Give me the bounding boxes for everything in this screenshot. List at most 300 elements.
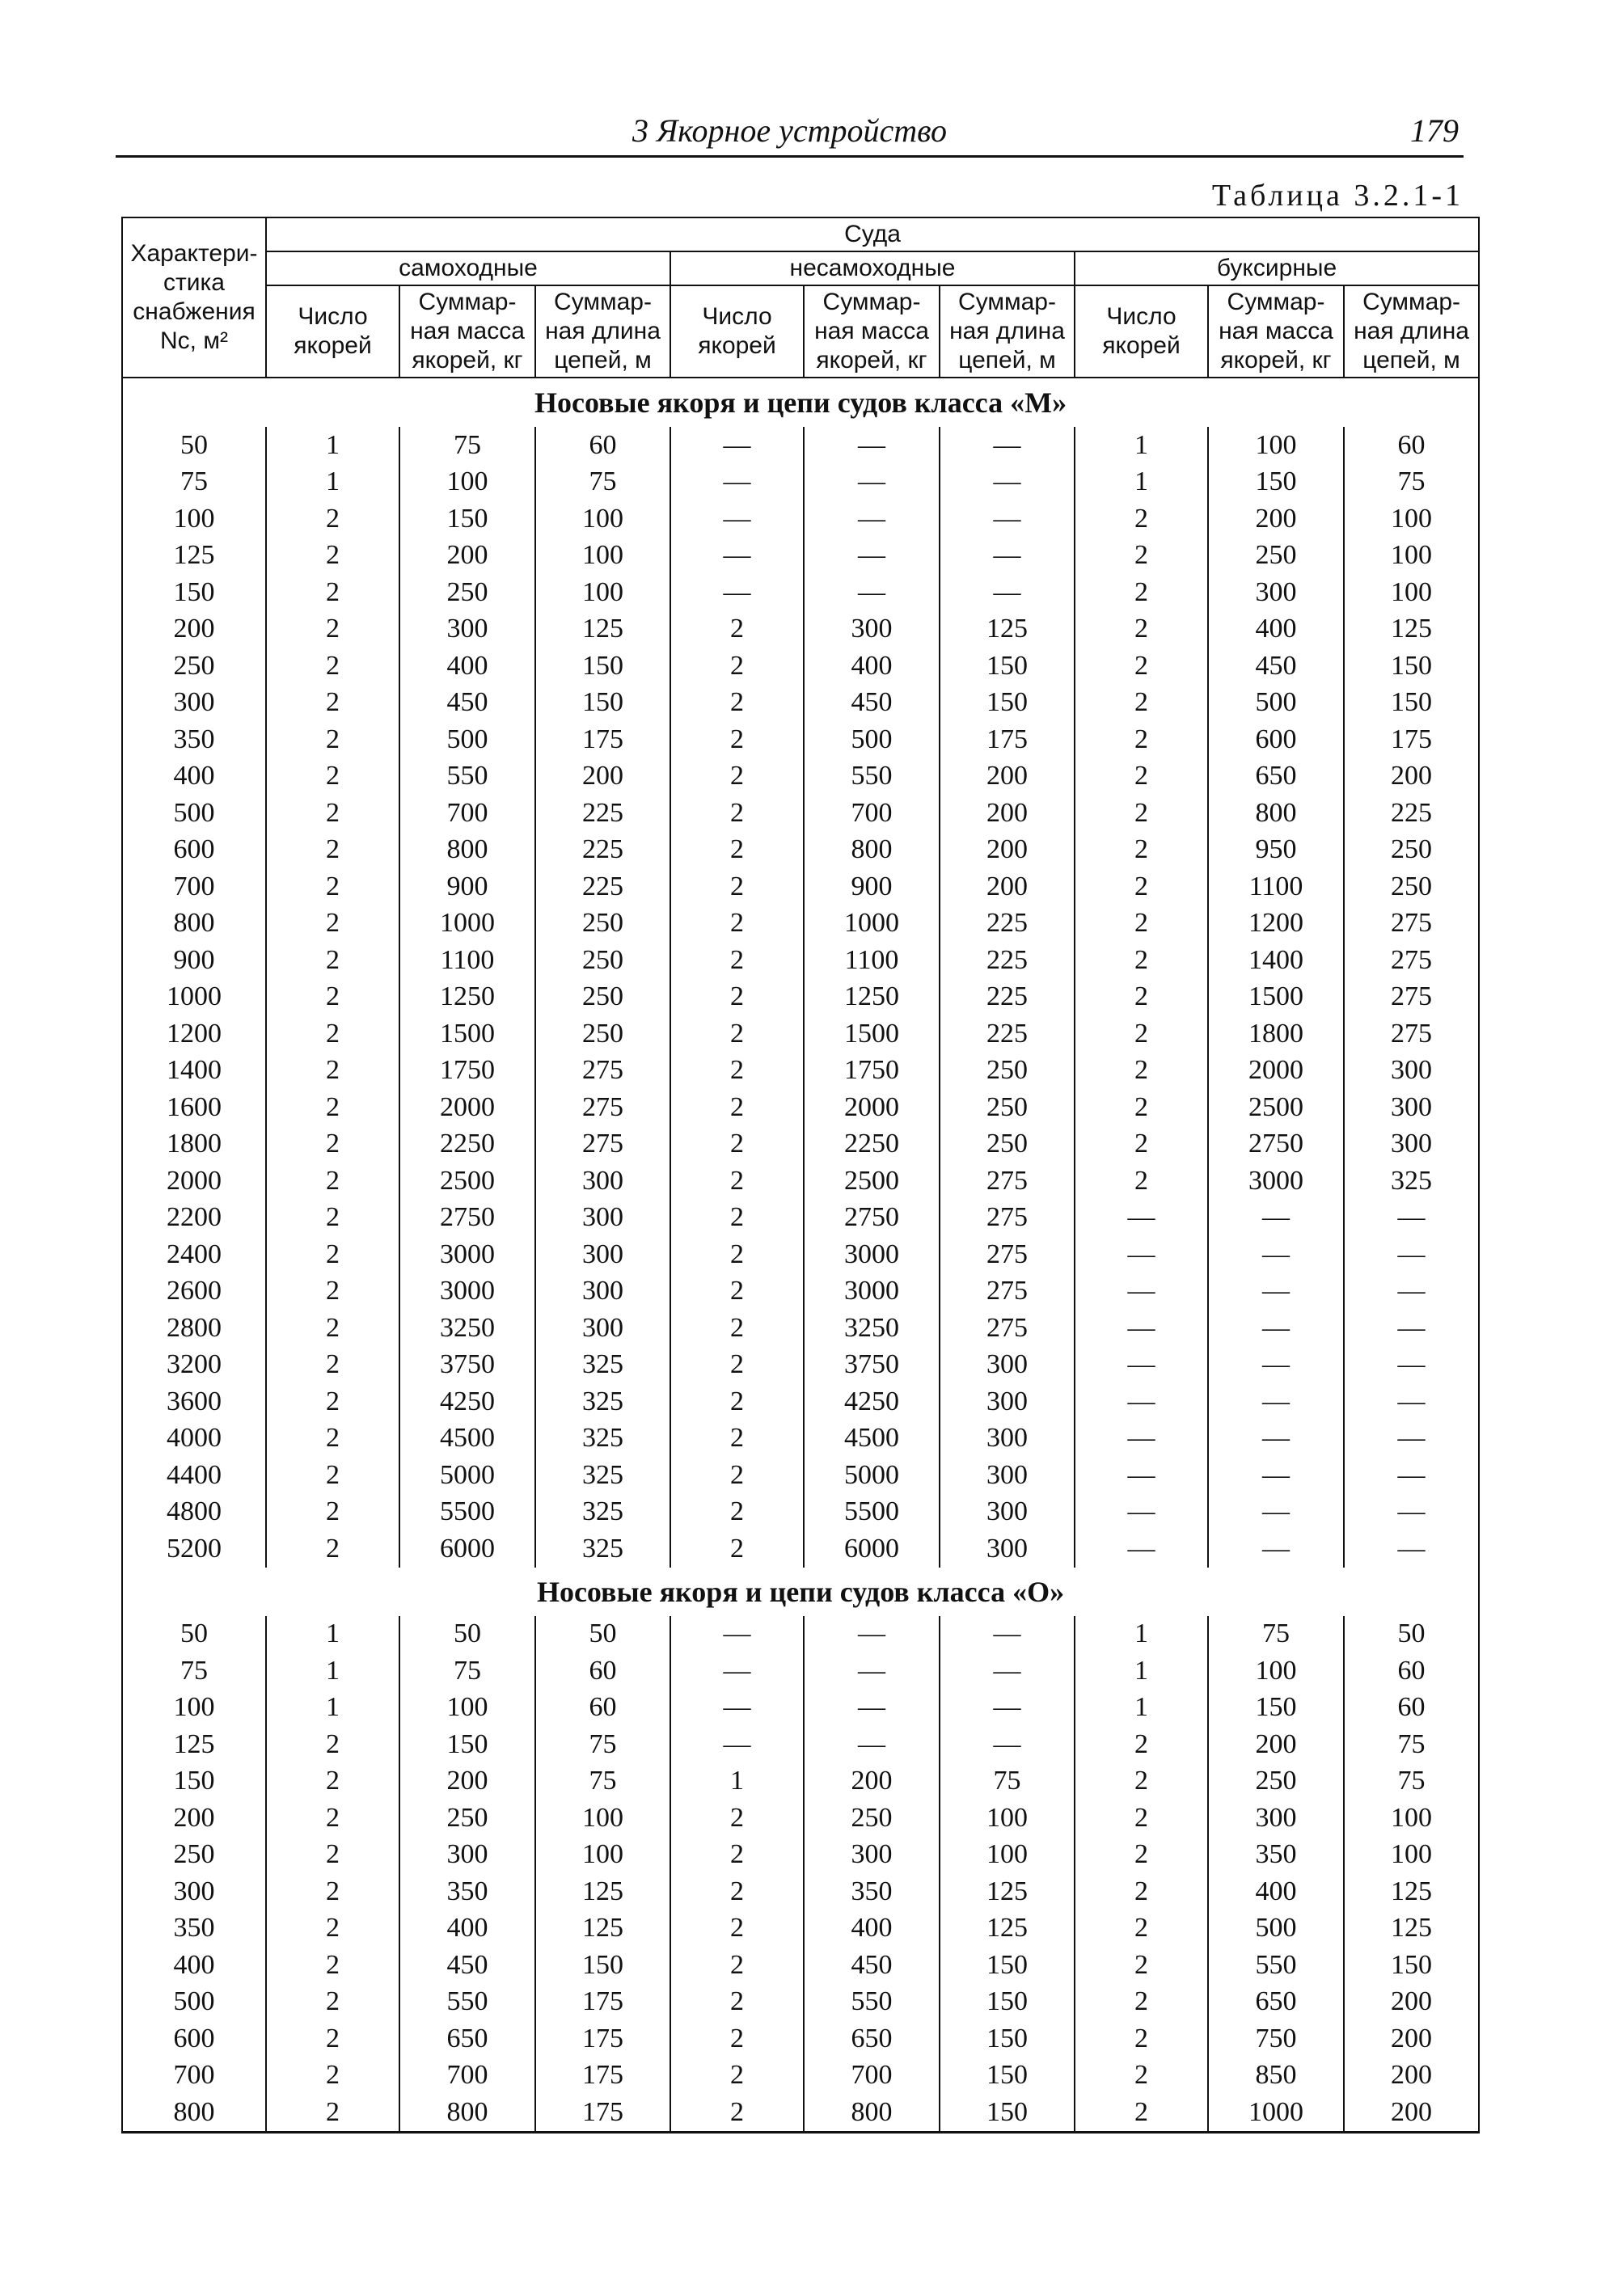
table-cell: 1750 <box>804 1053 940 1090</box>
table-cell: 275 <box>940 1273 1075 1310</box>
table-cell: 450 <box>804 685 940 722</box>
table-cell: 2 <box>670 758 804 796</box>
table-cell: 3250 <box>804 1310 940 1347</box>
table-cell: — <box>1075 1457 1208 1494</box>
table-cell: — <box>940 1652 1075 1690</box>
table-cell: — <box>1208 1383 1344 1420</box>
table-cell: 500 <box>1208 685 1344 722</box>
table-cell: 250 <box>940 1089 1075 1126</box>
table-cell: 275 <box>940 1236 1075 1273</box>
table-cell: 1800 <box>1208 1015 1344 1053</box>
table-body <box>122 378 1479 2132</box>
anchor-count-header <box>670 285 804 378</box>
table-cell: 1 <box>1075 464 1208 501</box>
table-row <box>122 1690 1479 1727</box>
table-cell: 600 <box>1208 721 1344 758</box>
table-row <box>122 1726 1479 1763</box>
table-cell: 2750 <box>804 1200 940 1237</box>
table-cell: 100 <box>535 574 670 611</box>
table-cell: 2 <box>1075 1873 1208 1910</box>
table-row <box>122 1273 1479 1310</box>
table-cell: 1 <box>266 464 399 501</box>
table-cell: 400 <box>1208 1873 1344 1910</box>
table-cell: 2 <box>1075 611 1208 648</box>
table-cell: — <box>1344 1347 1479 1384</box>
table-cell: 225 <box>940 1015 1075 1053</box>
table-cell: 550 <box>399 1984 535 2021</box>
table-cell: — <box>940 1726 1075 1763</box>
anchor-mass-header <box>399 285 535 378</box>
chain-length-header <box>535 285 670 378</box>
table-cell: 2 <box>266 1236 399 1273</box>
table-cell: — <box>940 1616 1075 1653</box>
table-cell: 2 <box>266 1089 399 1126</box>
table-cell: 350 <box>399 1873 535 1910</box>
table-cell: 150 <box>1208 1690 1344 1727</box>
table-cell: 2 <box>266 1053 399 1090</box>
table-cell: 300 <box>122 685 266 722</box>
table-cell: 100 <box>1344 1837 1479 1874</box>
sub-header-line: Суммар- <box>554 289 652 315</box>
table-cell: 3000 <box>1208 1163 1344 1200</box>
table-cell: 250 <box>535 1015 670 1053</box>
table-cell: — <box>1075 1420 1208 1458</box>
table-cell: 100 <box>535 500 670 538</box>
table-cell: 2 <box>670 1273 804 1310</box>
table-cell: 75 <box>122 1652 266 1690</box>
table-cell: 150 <box>940 1984 1075 2021</box>
sub-header-line: цепей, м <box>1362 347 1460 374</box>
table-cell: 2500 <box>1208 1089 1344 1126</box>
sub-header-line: ная масса <box>814 318 929 344</box>
table-cell: 275 <box>535 1053 670 1090</box>
table-cell: 4500 <box>399 1420 535 1458</box>
table-cell: 3600 <box>122 1383 266 1420</box>
table-cell: 3000 <box>399 1236 535 1273</box>
table-cell: 600 <box>122 2020 266 2058</box>
table-cell: 200 <box>1208 1726 1344 1763</box>
table-row <box>122 1494 1479 1531</box>
table-cell: — <box>1075 1310 1208 1347</box>
table-cell: 650 <box>399 2020 535 2058</box>
chapter-title: 3 Якорное устройство <box>632 112 947 149</box>
table-cell: 2 <box>670 905 804 943</box>
sub-header-line: ная масса <box>410 318 525 344</box>
sub-header-line: Число <box>702 303 772 330</box>
table-cell: 75 <box>535 1763 670 1800</box>
table-cell: 200 <box>122 1800 266 1837</box>
table-cell: 300 <box>940 1347 1075 1384</box>
table-cell: — <box>670 1616 804 1653</box>
table-cell: 125 <box>535 611 670 648</box>
table-cell: 800 <box>804 832 940 869</box>
table-cell: 150 <box>122 1763 266 1800</box>
table-row <box>122 611 1479 648</box>
table-cell: 700 <box>399 2058 535 2095</box>
table-cell: 200 <box>535 758 670 796</box>
table-cell: 100 <box>1208 427 1344 464</box>
table-cell: 200 <box>940 795 1075 832</box>
table-cell: 250 <box>535 942 670 979</box>
table-cell: — <box>1208 1273 1344 1310</box>
table-label: Таблица 3.2.1-1 <box>1211 179 1464 213</box>
characteristic-header <box>122 217 266 378</box>
table-cell: — <box>1344 1383 1479 1420</box>
section-row <box>122 1568 1479 1616</box>
table-cell: 2 <box>1075 1053 1208 1090</box>
table-cell: — <box>804 1690 940 1727</box>
table-cell: 150 <box>399 1726 535 1763</box>
table-row <box>122 758 1479 796</box>
table-cell: 300 <box>399 1837 535 1874</box>
table-cell: 175 <box>535 721 670 758</box>
sub-header-line: ная длина <box>949 318 1065 344</box>
table-cell: 2 <box>670 1163 804 1200</box>
table-row <box>122 574 1479 611</box>
table-cell: 50 <box>399 1616 535 1653</box>
table-cell: 2 <box>1075 795 1208 832</box>
table-cell: — <box>940 1690 1075 1727</box>
table-cell: 250 <box>1208 538 1344 575</box>
table-cell: 150 <box>940 685 1075 722</box>
table-cell: 300 <box>122 1873 266 1910</box>
table-cell: 275 <box>1344 979 1479 1016</box>
table-cell: 550 <box>804 758 940 796</box>
table-cell: 175 <box>535 2094 670 2132</box>
table-row <box>122 1763 1479 1800</box>
table-cell: 2 <box>266 648 399 685</box>
table-cell: 250 <box>1344 868 1479 905</box>
table-cell: 100 <box>535 538 670 575</box>
table-cell: 2 <box>670 611 804 648</box>
table-cell: 225 <box>535 832 670 869</box>
table-cell: 125 <box>1344 1873 1479 1910</box>
table-cell: — <box>670 1652 804 1690</box>
table-cell: 6000 <box>804 1530 940 1568</box>
table-cell: 2 <box>1075 1984 1208 2021</box>
table-cell: 2 <box>670 2020 804 2058</box>
table-cell: 1500 <box>804 1015 940 1053</box>
table-cell: — <box>1344 1457 1479 1494</box>
table-cell: 2 <box>266 721 399 758</box>
table-cell: 325 <box>535 1347 670 1384</box>
table-cell: 2000 <box>122 1163 266 1200</box>
table-cell: 400 <box>122 1947 266 1984</box>
table-cell: 1600 <box>122 1089 266 1126</box>
table-cell: 650 <box>1208 758 1344 796</box>
table-cell: 275 <box>940 1310 1075 1347</box>
table-cell: — <box>1208 1310 1344 1347</box>
sub-header-line: Число <box>1106 303 1176 330</box>
table-row <box>122 1420 1479 1458</box>
table-cell: 1400 <box>122 1053 266 1090</box>
table-cell: 5500 <box>399 1494 535 1531</box>
table-cell: — <box>940 538 1075 575</box>
table-cell: 300 <box>940 1494 1075 1531</box>
table-cell: 500 <box>804 721 940 758</box>
sub-header-line: якорей, кг <box>412 347 523 374</box>
table-cell: 250 <box>1208 1763 1344 1800</box>
table-row <box>122 1089 1479 1126</box>
table-cell: 1800 <box>122 1126 266 1163</box>
table-cell: — <box>804 574 940 611</box>
table-cell: 2500 <box>399 1163 535 1200</box>
table-cell: 800 <box>399 832 535 869</box>
table-cell: 2 <box>266 868 399 905</box>
table-cell: 200 <box>940 758 1075 796</box>
table-cell: 300 <box>535 1310 670 1347</box>
table-cell: 2 <box>266 1163 399 1200</box>
sub-header-line: Суммар- <box>822 289 921 315</box>
table-cell: 2250 <box>804 1126 940 1163</box>
table-cell: 2 <box>670 942 804 979</box>
table-cell: 1500 <box>1208 979 1344 1016</box>
table-cell: 350 <box>122 721 266 758</box>
table-row <box>122 721 1479 758</box>
table-cell: — <box>1344 1200 1479 1237</box>
table-cell: 400 <box>804 648 940 685</box>
table-cell: 2 <box>670 1053 804 1090</box>
table-cell: 2 <box>1075 2058 1208 2095</box>
table-cell: — <box>1208 1530 1344 1568</box>
table-cell: 150 <box>940 1947 1075 1984</box>
table-row <box>122 1873 1479 1910</box>
table-cell: 150 <box>535 685 670 722</box>
table-row <box>122 538 1479 575</box>
table-cell: 300 <box>535 1236 670 1273</box>
table-cell: 4250 <box>399 1383 535 1420</box>
table-cell: 450 <box>399 685 535 722</box>
table-cell: 125 <box>940 1910 1075 1948</box>
table-cell: 325 <box>535 1420 670 1458</box>
table-row <box>122 1310 1479 1347</box>
table-cell: — <box>804 427 940 464</box>
table-cell: 450 <box>399 1947 535 1984</box>
anchor-table <box>121 217 1480 2134</box>
table-cell: 2 <box>266 942 399 979</box>
table-cell: 275 <box>1344 942 1479 979</box>
table-cell: 3750 <box>804 1347 940 1384</box>
table-cell: 2 <box>670 1236 804 1273</box>
table-cell: 50 <box>535 1616 670 1653</box>
table-row <box>122 905 1479 943</box>
table-cell: 1 <box>1075 1652 1208 1690</box>
table-row <box>122 1383 1479 1420</box>
table-cell: 750 <box>1208 2020 1344 2058</box>
table-cell: 1100 <box>1208 868 1344 905</box>
table-cell: 200 <box>1344 758 1479 796</box>
table-cell: 4250 <box>804 1383 940 1420</box>
table-cell: 150 <box>535 648 670 685</box>
table-cell: 6000 <box>399 1530 535 1568</box>
table-cell: 1 <box>266 1690 399 1727</box>
table-cell: 700 <box>804 2058 940 2095</box>
table-cell: 1200 <box>122 1015 266 1053</box>
table-cell: 325 <box>535 1530 670 1568</box>
table-cell: 2 <box>1075 2094 1208 2132</box>
table-cell: 2 <box>266 1015 399 1053</box>
sub-header-line: якорей <box>1102 332 1181 359</box>
table-cell: 175 <box>940 721 1075 758</box>
table-cell: 300 <box>804 1837 940 1874</box>
table-cell: 2 <box>670 1984 804 2021</box>
table-cell: 2 <box>1075 1726 1208 1763</box>
ships-header: Суда <box>266 217 1479 251</box>
table-cell: 1000 <box>1208 2094 1344 2132</box>
table-row <box>122 1837 1479 1874</box>
table-cell: 2 <box>266 685 399 722</box>
table-cell: 2 <box>1075 1015 1208 1053</box>
table-cell: 2 <box>670 1310 804 1347</box>
table-cell: 2 <box>266 611 399 648</box>
table-row <box>122 942 1479 979</box>
table-cell: 50 <box>122 1616 266 1653</box>
table-cell: 100 <box>1344 1800 1479 1837</box>
table-cell: 300 <box>940 1383 1075 1420</box>
table-cell: 325 <box>535 1383 670 1420</box>
table-cell: 2000 <box>1208 1053 1344 1090</box>
table-cell: 2 <box>670 1420 804 1458</box>
table-cell: 2 <box>670 721 804 758</box>
table-cell: 300 <box>1344 1126 1479 1163</box>
table-cell: 400 <box>1208 611 1344 648</box>
table-cell: 325 <box>535 1457 670 1494</box>
table-row <box>122 1984 1479 2021</box>
table-cell: 2 <box>266 1126 399 1163</box>
table-cell: 2 <box>1075 1800 1208 1837</box>
sub-header-line: Суммар- <box>958 289 1056 315</box>
table-cell: 175 <box>535 1984 670 2021</box>
table-cell: 3000 <box>399 1273 535 1310</box>
table-cell: 300 <box>535 1200 670 1237</box>
table-cell: 2500 <box>804 1163 940 1200</box>
table-cell: 200 <box>804 1763 940 1800</box>
table-cell: 1100 <box>804 942 940 979</box>
table-cell: 175 <box>535 2020 670 2058</box>
sub-header-line: Число <box>298 303 368 330</box>
sub-header-line: якорей <box>698 332 776 359</box>
table-cell: — <box>1208 1494 1344 1531</box>
table-cell: 400 <box>399 648 535 685</box>
table-cell: 150 <box>399 500 535 538</box>
table-cell: 150 <box>940 2094 1075 2132</box>
characteristic-header-line: Характери- <box>130 240 258 267</box>
table-cell: 300 <box>399 611 535 648</box>
table-cell: — <box>804 1726 940 1763</box>
table-cell: 4500 <box>804 1420 940 1458</box>
table-cell: 2 <box>1075 1947 1208 1984</box>
table-cell: 1000 <box>804 905 940 943</box>
table-cell: 2 <box>266 1347 399 1384</box>
table-cell: 2 <box>266 1800 399 1837</box>
table-cell: 200 <box>1344 2020 1479 2058</box>
table-cell: 60 <box>1344 1690 1479 1727</box>
table-cell: 2 <box>670 648 804 685</box>
table-cell: 275 <box>1344 905 1479 943</box>
table-cell: 2 <box>266 2020 399 2058</box>
table-cell: 350 <box>122 1910 266 1948</box>
table-cell: — <box>1208 1420 1344 1458</box>
table-cell: 300 <box>1344 1053 1479 1090</box>
table-cell: — <box>804 1652 940 1690</box>
sub-header-line: Суммар- <box>418 289 517 315</box>
table-row <box>122 1163 1479 1200</box>
table-cell: 275 <box>940 1200 1075 1237</box>
table-row <box>122 1347 1479 1384</box>
table-cell: 1000 <box>122 979 266 1016</box>
table-cell: — <box>1344 1310 1479 1347</box>
table-cell: 200 <box>399 1763 535 1800</box>
table-cell: 300 <box>940 1420 1075 1458</box>
sub-header-line: ная масса <box>1219 318 1333 344</box>
table-cell: — <box>670 464 804 501</box>
table-cell: 275 <box>535 1089 670 1126</box>
table-cell: 2 <box>670 979 804 1016</box>
table-cell: — <box>1208 1200 1344 1237</box>
table-cell: 300 <box>1208 574 1344 611</box>
table-cell: 2 <box>266 832 399 869</box>
table-cell: 60 <box>1344 1652 1479 1690</box>
anchor-count-header <box>266 285 399 378</box>
table-row <box>122 1910 1479 1948</box>
table-cell: 400 <box>122 758 266 796</box>
table-cell: 125 <box>122 1726 266 1763</box>
table-cell: — <box>1344 1420 1479 1458</box>
table-row <box>122 1530 1479 1568</box>
table-cell: 2 <box>670 1089 804 1126</box>
table-cell: 75 <box>940 1763 1075 1800</box>
table-cell: 5500 <box>804 1494 940 1531</box>
table-cell: 250 <box>399 1800 535 1837</box>
table-cell: 2 <box>1075 905 1208 943</box>
table-cell: 1000 <box>399 905 535 943</box>
table-cell: 2 <box>266 538 399 575</box>
table-cell: 2 <box>266 758 399 796</box>
table-cell: 350 <box>1208 1837 1344 1874</box>
table-cell: — <box>804 464 940 501</box>
table-cell: 200 <box>940 868 1075 905</box>
table-cell: 150 <box>1208 464 1344 501</box>
table-cell: 150 <box>940 2058 1075 2095</box>
section-row <box>122 378 1479 427</box>
anchor-mass-header <box>1208 285 1344 378</box>
section-title: Носовые якоря и цепи судов класса «М» <box>122 378 1479 427</box>
table-cell: 2 <box>670 1383 804 1420</box>
table-cell: — <box>1075 1530 1208 1568</box>
table-cell: — <box>1075 1273 1208 1310</box>
table-cell: 800 <box>122 905 266 943</box>
table-cell: 2 <box>670 795 804 832</box>
table-cell: 2 <box>266 1420 399 1458</box>
group-header-non-self-propelled: несамоходные <box>670 251 1075 285</box>
table-cell: 2 <box>1075 1837 1208 1874</box>
table-cell: 500 <box>399 721 535 758</box>
table-cell: — <box>804 500 940 538</box>
table-cell: 1250 <box>399 979 535 1016</box>
table-cell: — <box>1075 1383 1208 1420</box>
table-cell: 2000 <box>399 1089 535 1126</box>
table-cell: 5000 <box>804 1457 940 1494</box>
table-cell: 2 <box>670 2058 804 2095</box>
table-cell: 2 <box>266 1273 399 1310</box>
table-row <box>122 2094 1479 2132</box>
table-cell: 700 <box>122 2058 266 2095</box>
table-cell: 75 <box>399 1652 535 1690</box>
table-cell: 2 <box>1075 648 1208 685</box>
table-cell: 225 <box>1344 795 1479 832</box>
table-cell: 2 <box>266 979 399 1016</box>
table-cell: 2 <box>1075 500 1208 538</box>
